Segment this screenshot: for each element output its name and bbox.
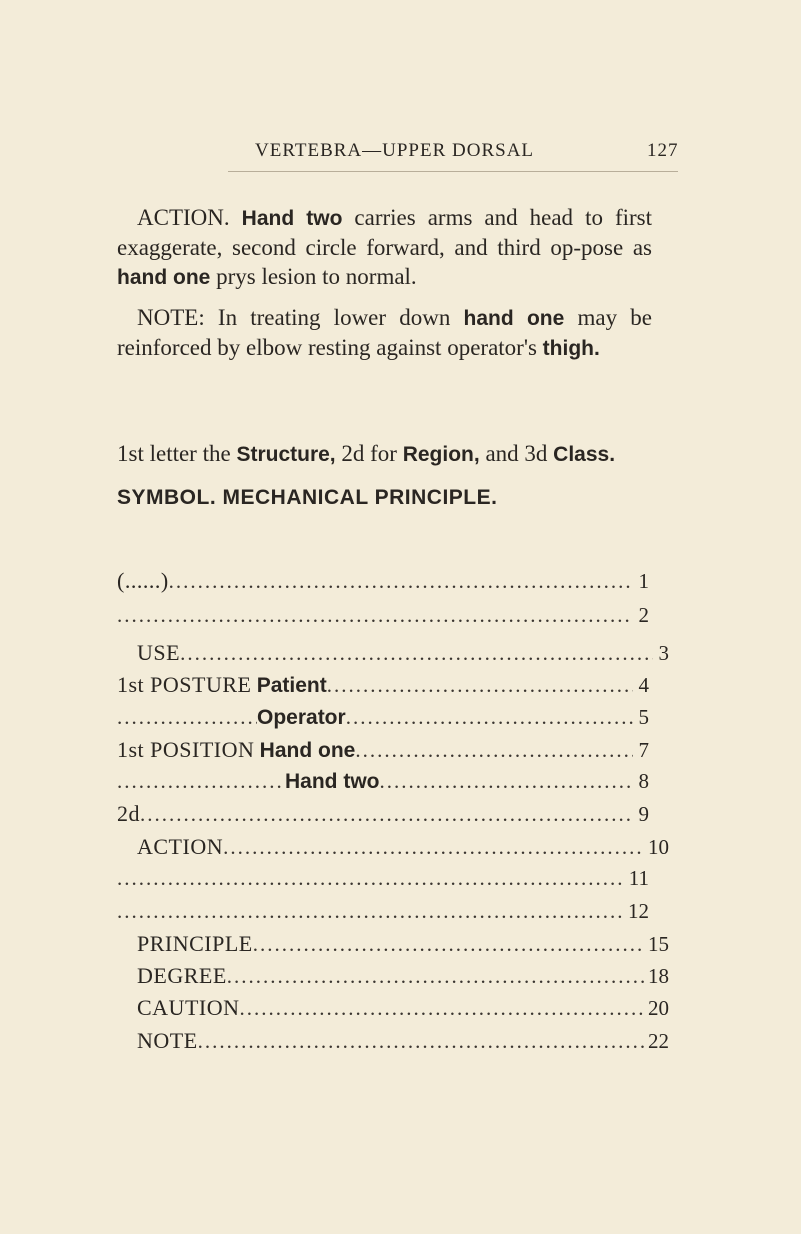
entry-label: 2d	[117, 801, 140, 826]
leader-dots	[380, 769, 634, 794]
entry-sublabel: Hand two	[285, 770, 380, 793]
symbol-entry	[117, 705, 649, 733]
entry-number: 9	[638, 802, 649, 826]
key-line: 1st letter the Structure, 2d for Region, and 3d Class.	[117, 441, 616, 466]
leader-dots	[253, 932, 644, 957]
leader-dots	[117, 705, 257, 730]
header-rule	[228, 171, 678, 172]
symbol-entry	[117, 963, 669, 991]
note-paragraph: NOTE: In treating lower down hand one may be reinforced by elbow resting against operator's thigh.	[117, 305, 653, 360]
entry-number: 12	[628, 899, 649, 923]
leader-dots	[117, 899, 624, 924]
entry-number: 4	[638, 673, 649, 697]
symbol-entry	[117, 834, 669, 862]
entry-label: PRINCIPLE	[137, 931, 253, 956]
page-number: 127	[647, 140, 679, 161]
symbol-entry	[117, 603, 649, 631]
symbol-heading: SYMBOL. MECHANICAL PRINCIPLE.	[117, 486, 498, 509]
entry-number: 7	[638, 738, 649, 762]
entry-label: (......)	[117, 568, 169, 593]
entry-number: 1	[638, 569, 649, 593]
leader-dots	[169, 569, 633, 594]
leader-dots	[117, 603, 633, 628]
entry-label: NOTE	[137, 1028, 198, 1053]
entry-number: 11	[628, 866, 649, 890]
leader-dots	[180, 641, 653, 666]
symbol-entry	[117, 568, 649, 596]
entry-label: 1st POSTURE	[117, 672, 252, 697]
entry-number: 8	[638, 769, 649, 793]
symbol-entry	[117, 737, 649, 765]
entry-label: DEGREE	[137, 963, 227, 988]
running-header	[255, 140, 679, 162]
entry-number: 10	[648, 835, 669, 859]
symbol-entry	[117, 769, 649, 797]
symbol-entry	[117, 801, 649, 829]
leader-dots	[117, 769, 285, 794]
entry-number: 22	[648, 1029, 669, 1053]
symbol-entry	[117, 1028, 669, 1056]
entry-number: 20	[648, 996, 669, 1020]
symbol-entry	[117, 866, 649, 894]
leader-dots	[117, 866, 625, 891]
entry-label: USE	[137, 640, 181, 665]
entry-label: ACTION	[137, 834, 224, 859]
leader-dots	[355, 738, 633, 763]
entry-number: 15	[648, 932, 669, 956]
entry-sublabel: Hand one	[259, 739, 356, 762]
symbol-entry	[117, 640, 669, 668]
leader-dots	[346, 705, 633, 730]
symbol-entry	[117, 899, 649, 927]
leader-dots	[140, 802, 633, 827]
entry-number: 18	[648, 964, 669, 988]
leader-dots	[198, 1029, 644, 1054]
symbol-entry	[117, 931, 669, 959]
entry-sublabel: Patient	[256, 674, 327, 697]
action-paragraph: ACTION. Hand two carries arms and head to first exaggerate, second circle forward, and third op-pose as hand one prys lesion to normal.	[117, 205, 653, 289]
leader-dots	[227, 964, 644, 989]
leader-dots	[240, 996, 645, 1021]
entry-label: CAUTION	[137, 995, 240, 1020]
symbol-entry	[117, 672, 649, 700]
leader-dots	[223, 835, 644, 860]
entry-sublabel: Operator	[257, 706, 346, 729]
entry-number: 3	[658, 641, 669, 665]
symbol-entry	[117, 995, 669, 1023]
leader-dots	[327, 673, 633, 698]
entry-label: 1st POSITION	[117, 737, 255, 762]
header-title: VERTEBRA—UPPER DORSAL	[255, 140, 535, 161]
entry-number: 5	[638, 705, 649, 729]
entry-number: 2	[638, 603, 649, 627]
